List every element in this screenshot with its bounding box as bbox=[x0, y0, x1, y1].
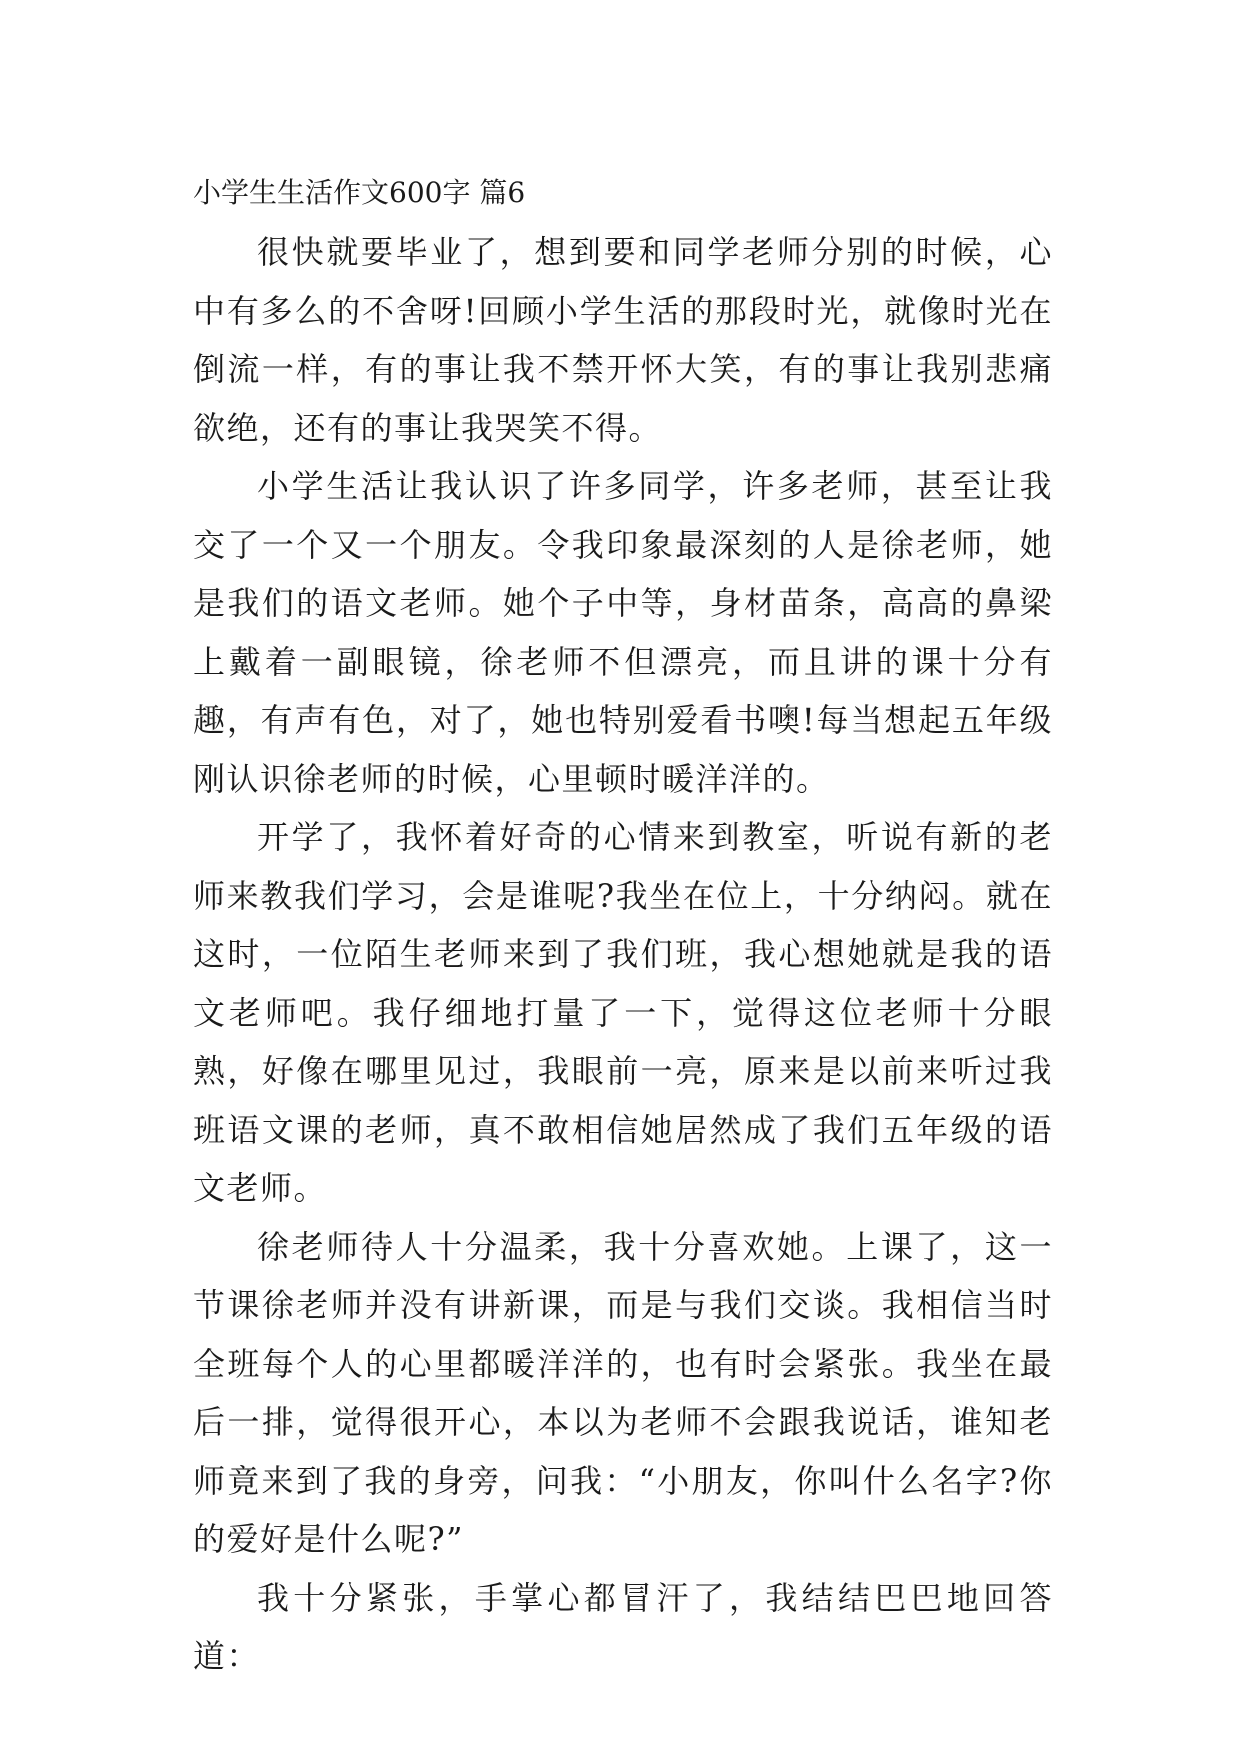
document-title: 小学生生活作文600字 篇6 bbox=[193, 176, 526, 209]
paragraph-4: 徐老师待人十分温柔，我十分喜欢她。上课了，这一节课徐老师并没有讲新课，而是与我们交谈。我相信当时全班每个人的心里都暖洋洋的，也有时会紧张。我坐在最后一排，觉得很开心，本以为老师不会跟我说话，谁知老师竟来到了我的身旁，问我：“小朋友，你叫什么名字?你的爱好是什么呢?” bbox=[193, 1227, 1053, 1558]
paragraph-5: 我十分紧张，手掌心都冒汗了，我结结巴巴地回答道： bbox=[193, 1578, 1053, 1675]
paragraph-1: 很快就要毕业了，想到要和同学老师分别的时候，心中有多么的不舍呀!回顾小学生活的那段时光，就像时光在倒流一样，有的事让我不禁开怀大笑，有的事让我别悲痛欲绝，还有的事让我哭笑不得。 bbox=[193, 233, 1053, 447]
paragraph-2: 小学生活让我认识了许多同学，许多老师，甚至让我交了一个又一个朋友。令我印象最深刻的人是徐老师，她是我们的语文老师。她个子中等，身材苗条，高高的鼻梁上戴着一副眼镜，徐老师不但漂亮，而且讲的课十分有趣，有声有色，对了，她也特别爱看书噢!每当想起五年级刚认识徐老师的时候，心里顿时暖洋洋的。 bbox=[193, 467, 1053, 798]
document-page bbox=[193, 163, 1053, 1686]
paragraph-3: 开学了，我怀着好奇的心情来到教室，听说有新的老师来教我们学习，会是谁呢?我坐在位上，十分纳闷。就在这时，一位陌生老师来到了我们班，我心想她就是我的语文老师吧。我仔细地打量了一下，觉得这位老师十分眼熟，好像在哪里见过，我眼前一亮，原来是以前来听过我班语文课的老师，真不敢相信她居然成了我们五年级的语文老师。 bbox=[193, 818, 1053, 1207]
